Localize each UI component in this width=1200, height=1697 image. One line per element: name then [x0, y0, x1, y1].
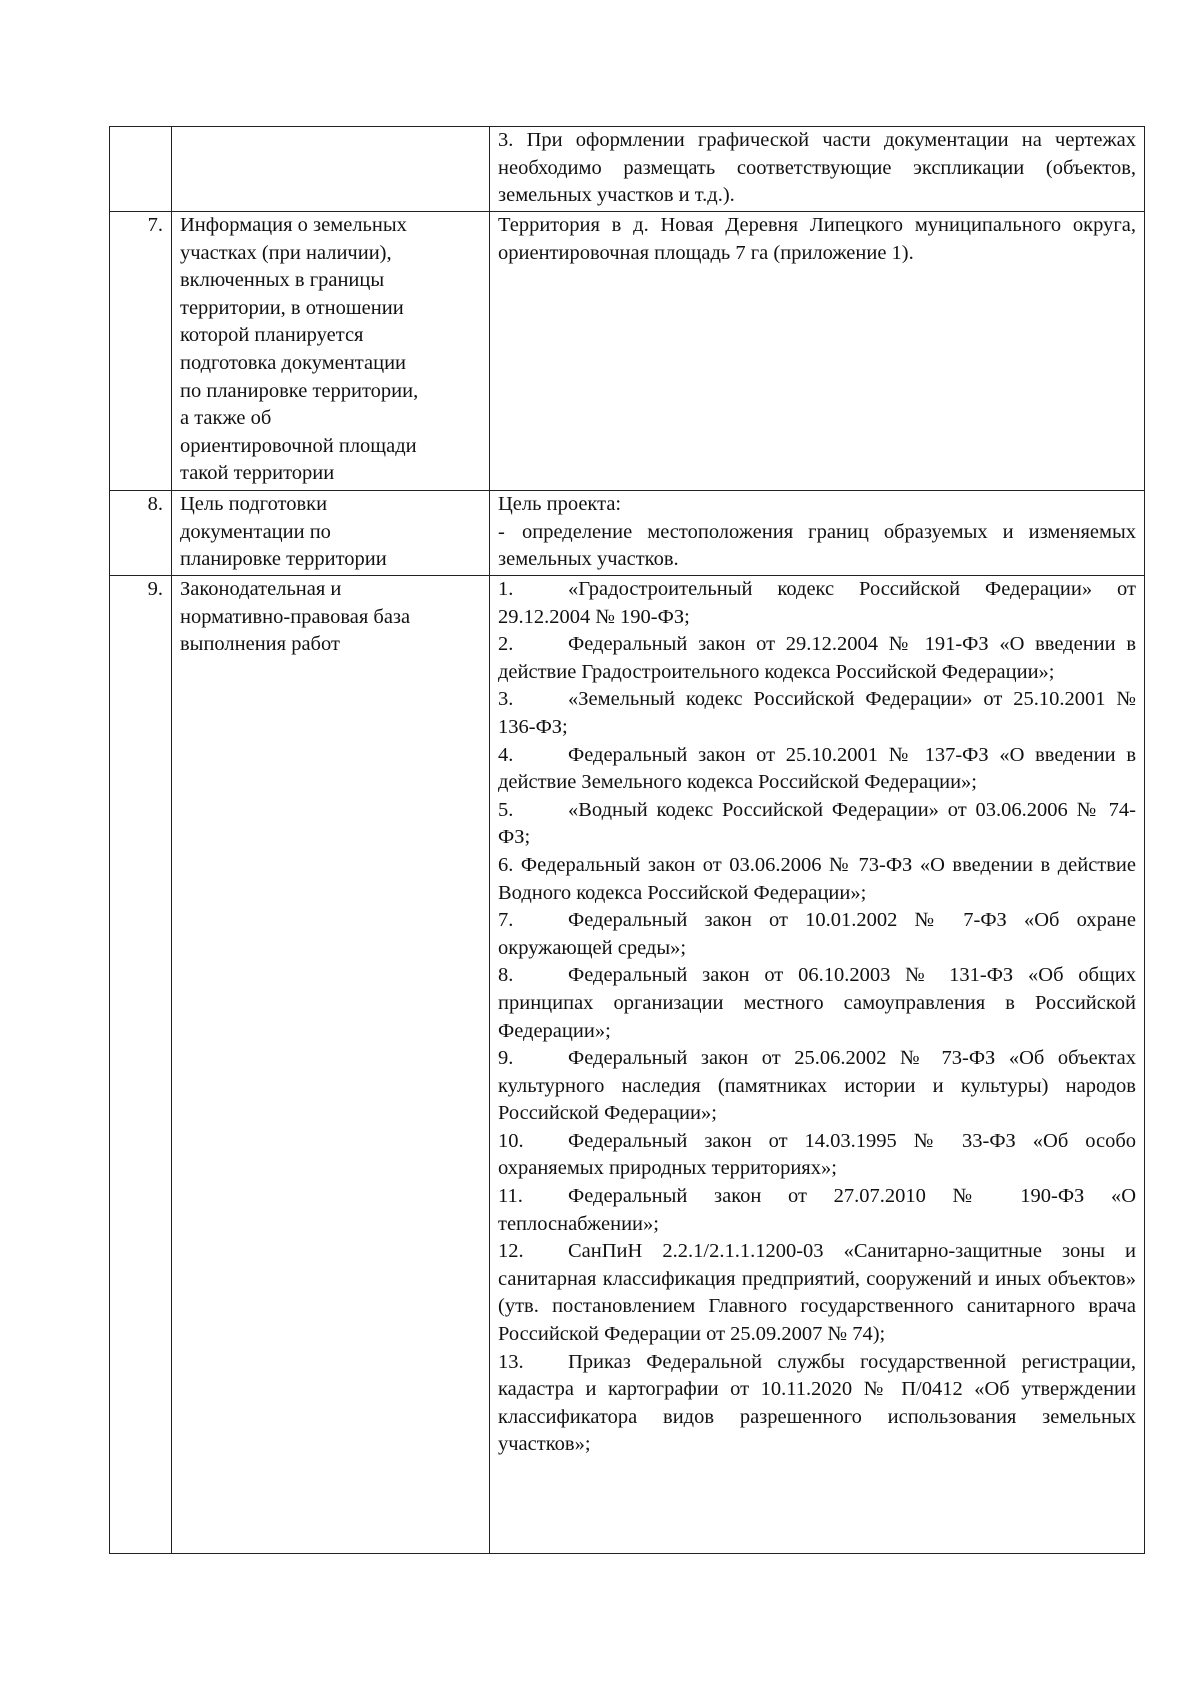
title-line: документации по [180, 520, 331, 543]
item-number: 11. [498, 1185, 523, 1208]
row-number: 8. [110, 491, 172, 576]
item-text: Федеральный закон от 03.06.2006 № 73-ФЗ «О введении в действие Водного кодекса Российской Федерации»; [498, 853, 1136, 904]
title-line: участках (при наличии), [180, 241, 392, 264]
title-line: такой территории [180, 462, 335, 485]
item-number: 3. [498, 688, 514, 711]
row-number: 7. [110, 212, 172, 491]
list-item [498, 1183, 1136, 1238]
item-number: 13. [498, 1350, 524, 1373]
title-line: территории, в отношении [180, 296, 404, 319]
item-text: Федеральный закон от 27.07.2010 № 190-ФЗ «О теплоснабжении»; [498, 1185, 1136, 1235]
list-item [498, 907, 1136, 962]
row-title [172, 576, 490, 1554]
bullet-dash: - [498, 520, 505, 543]
row-content [490, 491, 1145, 576]
requirements-table [109, 126, 1145, 1554]
row-content: Территория в д. Новая Деревня Липецкого муниципального округа, ориентировочная площадь 7 га (приложение 1). [490, 212, 1145, 491]
list-item [498, 631, 1136, 686]
item-text: «Водный кодекс Российской Федерации» от 03.06.2006 № 74-ФЗ; [498, 798, 1136, 849]
row-number [110, 127, 172, 212]
item-text: Федеральный закон от 25.06.2002 № 73-ФЗ «Об объектах культурного наследия (памятниках истории и культуры) народов Российской Федерации»; [498, 1047, 1136, 1125]
list-item [498, 686, 1136, 741]
item-text: Федеральный закон от 25.10.2001 № 137-ФЗ «О введении в действие Земельного кодекса Российской Федерации»; [498, 743, 1136, 794]
list-item [498, 576, 1136, 631]
item-text: Федеральный закон от 06.10.2003 № 131-ФЗ «Об общих принципах организации местного самоуправления в Российской Федерации»; [498, 964, 1136, 1042]
table-row-9 [110, 576, 1145, 1554]
item-text: Федеральный закон от 10.01.2002 № 7-ФЗ «Об охране окружающей среды»; [498, 909, 1136, 959]
title-line: подготовка документации [180, 351, 407, 374]
item-number: 10. [498, 1129, 524, 1152]
list-item [498, 852, 1136, 907]
bullet-text: определение местоположения границ образуемых и изменяемых земельных участков. [498, 520, 1136, 571]
title-line: ориентировочной площади [180, 434, 417, 457]
goal-bullet [498, 519, 1136, 574]
table-row-7 [110, 212, 1145, 491]
item-number: 1. [498, 578, 514, 600]
item-number: 7. [498, 909, 514, 932]
row-title [172, 491, 490, 576]
title-line: нормативно-правовая база [180, 605, 411, 628]
table-row-continuation [110, 127, 1145, 212]
item-text: «Градостроительный кодекс Российской Федерации» от 29.12.2004 № 190-ФЗ; [498, 578, 1136, 628]
row-title [172, 212, 490, 491]
list-item [498, 742, 1136, 797]
row-title [172, 127, 490, 212]
list-item [498, 962, 1136, 1045]
table-row-8 [110, 491, 1145, 576]
title-line: которой планируется [180, 324, 364, 347]
item-number: 8. [498, 964, 514, 987]
title-line: включенных в границы [180, 269, 385, 292]
title-line: по планировке территории, [180, 379, 419, 402]
item-text: Федеральный закон от 14.03.1995 № 33-ФЗ «Об особо охраняемых природных территориях»; [498, 1129, 1136, 1180]
row-number: 9. [110, 576, 172, 1554]
item-text: СанПиН 2.2.1/2.1.1.1200-03 «Санитарно-защитные зоны и санитарная классификация предприятий, сооружений и иных объектов» (утв. постановлением Главного государственного санитарного врача Российской Федерации от 25.09.2007 № 74); [498, 1240, 1136, 1346]
title-line: выполнения работ [180, 633, 340, 656]
item-number: 2. [498, 633, 514, 656]
item-number: 5. [498, 798, 514, 821]
list-item [498, 1238, 1136, 1348]
list-item [498, 1045, 1136, 1128]
title-line: Цель подготовки [180, 493, 328, 515]
item-number: 9. [498, 1047, 514, 1070]
row-content: 3. При оформлении графической части документации на чертежах необходимо размещать соответствующие экспликации (объектов, земельных участков и т.д.). [490, 127, 1145, 212]
item-number: 4. [498, 743, 514, 766]
item-text: «Земельный кодекс Российской Федерации» от 25.10.2001 № 136-ФЗ; [498, 688, 1136, 738]
goal-heading: Цель проекта: [498, 493, 622, 515]
title-line: Информация о земельных [180, 214, 407, 236]
item-number: 6. [498, 853, 514, 876]
item-text: Федеральный закон от 29.12.2004 № 191-ФЗ «О введении в действие Градостроительного кодекса Российской Федерации»; [498, 633, 1136, 683]
title-line: Законодательная и [180, 578, 342, 600]
list-item [498, 1349, 1136, 1459]
title-line: а также об [180, 407, 272, 430]
list-item [498, 1128, 1136, 1183]
list-item [498, 797, 1136, 852]
legislation-list [490, 576, 1145, 1554]
title-line: планировке территории [180, 548, 387, 571]
item-text: Приказ Федеральной службы государственной регистрации, кадастра и картографии от 10.11.2020 № П/0412 «Об утверждении классификатора видов разрешенного использования земельных участков»; [498, 1350, 1136, 1456]
item-number: 12. [498, 1240, 524, 1263]
